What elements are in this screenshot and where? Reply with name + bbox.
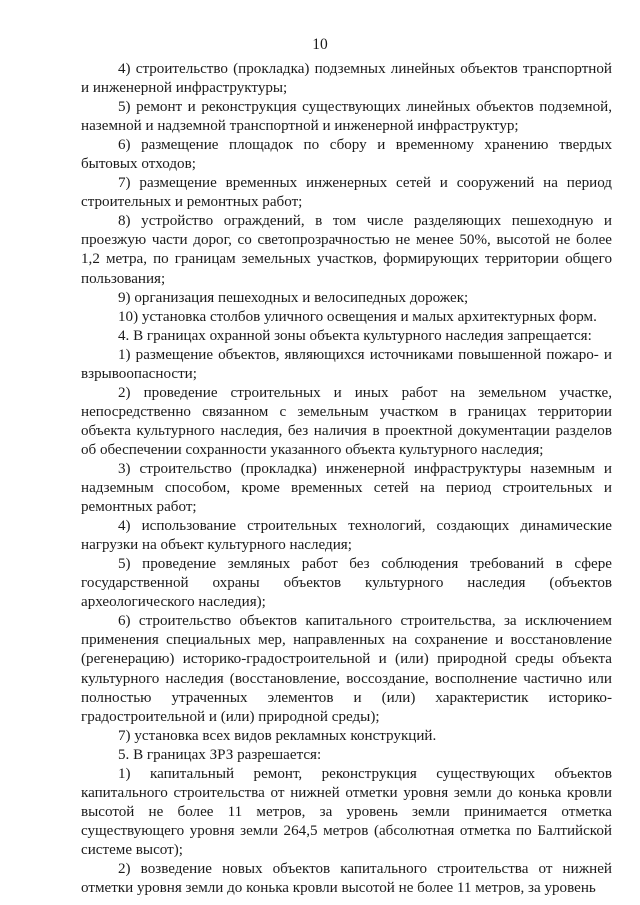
paragraph-allowed-2-new-construction: 2) возведение новых объектов капитального строительства от нижней отметки уровня земли до конька кровли высотой не более 11 метров, за уровень (81, 860, 612, 897)
paragraph-prohibited-1-hazard-objects: 1) размещение объектов, являющихся источниками повышенной пожаро- и взрывоопасности; (81, 346, 612, 382)
page-number: 10 (312, 36, 328, 53)
paragraph-item-4-underground-linear-objects: 4) строительство (прокладка) подземных линейных объектов транспортной и инженерной инфраструктуры; (81, 61, 612, 97)
paragraph-allowed-1-capital-repair: 1) капитальный ремонт, реконструкция существующих объектов капитального строительства от нижней отметки уровня земли до конька кровли высотой не более 11 метров, за уровень земли принимается отметка существующего уровня земли 264,5 метров (абсолютная отметка по Балтийской системе высот); (81, 765, 612, 858)
paragraph-item-7-temporary-networks: 7) размещение временных инженерных сетей и сооружений на период строительных и ремонтных работ; (81, 175, 612, 211)
paragraph-prohibited-6-capital-construction: 6) строительство объектов капитального строительства, за исключением применения специальных мер, направленных на сохранение и восстановление (регенерацию) историко-градостроительной и (или) природной среды объекта культурного наследия (восстановление, воссоздание, восполнение частично или полностью утраченных элементов и (или) характеристик историко-градостроительной и (или) природной среды); (81, 613, 612, 725)
paragraph-prohibited-2-construction-works: 2) проведение строительных и иных работ на земельном участке, непосредственно связанном с земельным участком в границах территории объекта культурного наследия, без наличия в проектной документации разделов об обеспечении сохранности указанного объекта культурного наследия; (81, 384, 612, 458)
section-5-heading: 5. В границах ЗРЗ разрешается: (118, 746, 322, 763)
section-4-heading: 4. В границах охранной зоны объекта культурного наследия запрещается: (118, 327, 592, 344)
paragraph-prohibited-7-advertising: 7) установка всех видов рекламных конструкций. (118, 727, 437, 744)
paragraph-item-5-repair-linear-objects: 5) ремонт и реконструкция существующих линейных объектов подземной, наземной и надземной транспортной и инженерной инфраструктур; (81, 99, 612, 135)
paragraph-item-8-fences: 8) устройство ограждений, в том числе разделяющих пешеходную и проезжую части дорог, со светопрозрачностью не менее 50%, высотой не более 1,2 метра, по границам земельных участков, формирующих территории общего пользования; (81, 213, 612, 287)
paragraph-prohibited-3-infrastructure: 3) строительство (прокладка) инженерной инфраструктуры наземным и надземным способом, кроме временных сетей на период строительных и ремонтных работ; (81, 460, 612, 516)
paragraph-item-10-lighting: 10) установка столбов уличного освещения и малых архитектурных форм. (118, 308, 597, 325)
paragraph-prohibited-4-dynamic-loads: 4) использование строительных технологий, создающих динамические нагрузки на объект культурного наследия; (81, 518, 612, 554)
paragraph-prohibited-5-earthworks: 5) проведение земляных работ без соблюдения требований в сфере государственной охраны объектов культурного наследия (объектов археологического наследия); (81, 556, 612, 611)
paragraph-item-6-waste-sites: 6) размещение площадок по сбору и временному хранению твердых бытовых отходов; (81, 137, 612, 173)
paragraph-item-9-paths: 9) организация пешеходных и велосипедных дорожек; (118, 289, 469, 306)
document-body (81, 60, 612, 898)
